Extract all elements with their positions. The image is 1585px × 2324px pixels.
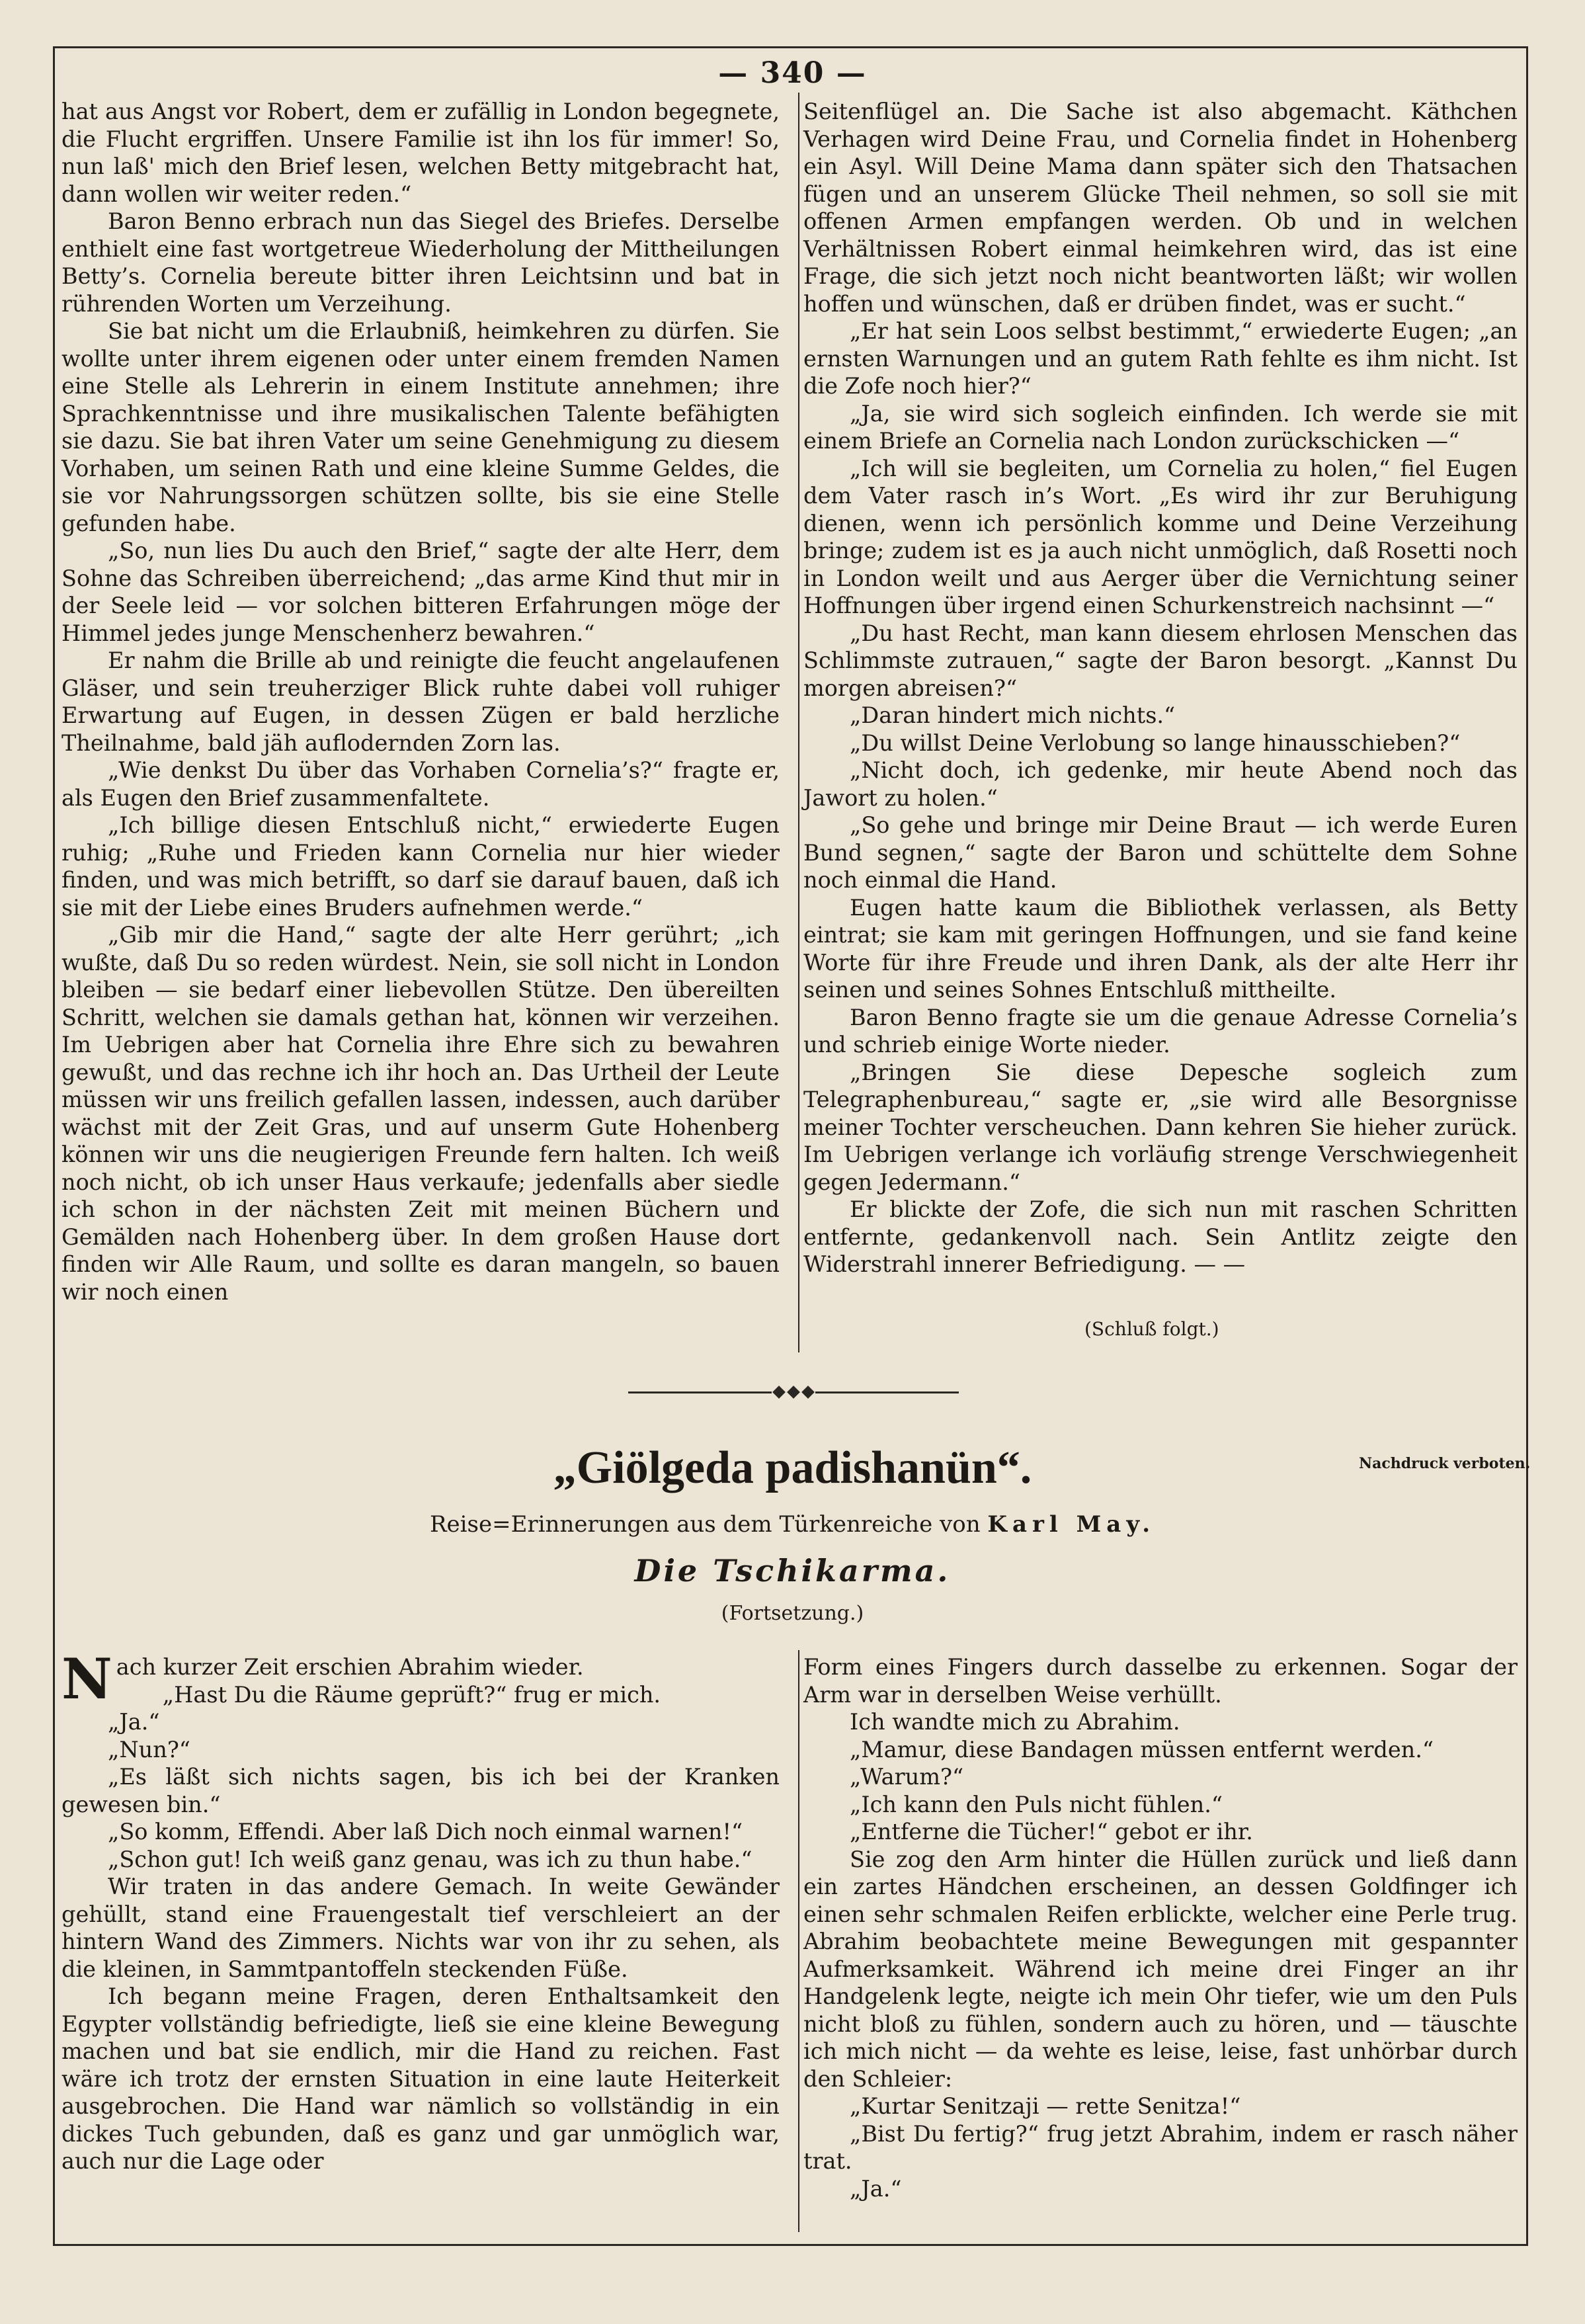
subtitle-text: Reise=Erinnerungen aus dem Türkenreiche von bbox=[429, 1511, 981, 1538]
paragraph: „Warum?“ bbox=[850, 1764, 964, 1790]
upper-column-rule bbox=[798, 93, 799, 1352]
paragraph: „Mamur, diese Bandagen müssen entfernt werden.“ bbox=[850, 1736, 1434, 1763]
paragraph: „Kurtar Senitzaji — rette Senitza!“ bbox=[850, 2093, 1241, 2119]
paragraph: „Daran hindert mich nichts.“ bbox=[850, 702, 1176, 728]
paragraph: „Nun?“ bbox=[108, 1736, 190, 1763]
section-divider bbox=[628, 1379, 959, 1405]
paragraph: Sie zog den Arm hinter die Hüllen zurück und ließ dann ein zartes Händchen erscheinen, an dessen Goldfinger ich einen sehr schmalen Reifen erblickte, welcher eine Perle trug. Abrahim beobachtete meine Bewegungen mit gespannter Aufmerksamkeit. Während ich meine drei Finger an ihr Handgelenk legte, neigte ich mein Ohr tiefer, wie um den Puls nicht bloß zu fühlen, sondern auch zu hören, und — täuschte ich mich nicht — da wehte es leise, leise, fast unhörbar durch den Schleier: bbox=[803, 1846, 1518, 2092]
paragraph: „Entferne die Tücher!“ gebot er ihr. bbox=[850, 1819, 1253, 1845]
paragraph: „Ich will sie begleiten, um Cornelia zu holen,“ fiel Eugen dem Vater rasch in’s Wort. „Es wird ihr zur Beruhigung dienen, wenn ich persönlich komme und Deine Verzeihung bringe; zudem ist es ja auch nicht unmöglich, daß Rosetti noch in London weilt und aus Aerger über die Vernichtung seiner Hoffnungen über irgend einen Schurkenstreich nachsinnt —“ bbox=[803, 455, 1518, 618]
story-title: „Giölgeda padishanün“. bbox=[553, 1442, 1032, 1493]
paragraph: „So komm, Effendi. Aber laß Dich noch einmal warnen!“ bbox=[108, 1819, 743, 1845]
paragraph: „Bringen Sie diese Depesche sogleich zum Telegraphenbureau,“ sagte er, „sie wird alle Besorgnisse meiner Tochter verscheuchen. Dann kehren Sie hieher zurück. Im Uebrigen verlange ich vorläufig strenge Verschwiegenheit gegen Jedermann.“ bbox=[803, 1059, 1518, 1195]
paragraph: „Ja, sie wird sich sogleich einfinden. Ich werde sie mit einem Briefe an Cornelia nach London zurückschicken —“ bbox=[803, 400, 1518, 454]
continuation-label: (Fortsetzung.) bbox=[721, 1602, 864, 1625]
chapter-title: Die Tschikarma. bbox=[634, 1553, 951, 1589]
paragraph: „Ich billige diesen Entschluß nicht,“ erwiederte Eugen ruhig; „Ruhe und Frieden kann Cornelia nur hier wieder finden, und was mich betrifft, so darf sie darauf bauen, daß ich sie mit der Liebe eines Bruders aufnehmen werde.“ bbox=[61, 812, 780, 921]
paragraph: „Ja.“ bbox=[108, 1709, 160, 1735]
continuation-note: (Schluß folgt.) bbox=[1084, 1318, 1219, 1340]
paragraph: „Hast Du die Räume geprüft?“ frug er mich. bbox=[162, 1681, 661, 1708]
paragraph: „Ich kann den Puls nicht fühlen.“ bbox=[850, 1791, 1223, 1817]
paragraph: Er nahm die Brille ab und reinigte die feucht angelaufenen Gläser, und sein treuherziger Blick ruhte dabei voll ruhiger Erwartung auf Eugen, in dessen Zügen er bald herzliche Theilnahme, bald jäh auflodernden Zorn las. bbox=[61, 647, 780, 756]
lower-right-column bbox=[803, 1653, 1518, 2202]
paragraph: Wir traten in das andere Gemach. In weite Gewänder gehüllt, stand eine Frauengestalt tief verschleiert an der hintern Wand des Zimmers. Nichts war von ihr zu sehen, als die kleinen, in Sammtpantoffeln steckenden Füße. bbox=[61, 1874, 780, 1982]
upper-left-column bbox=[61, 98, 780, 1306]
paragraph: hat aus Angst vor Robert, dem er zufällig in London begegnete, die Flucht ergriffen. Unsere Familie ist ihn los für immer! So, nun laß' mich den Brief lesen, welchen Betty mitgebracht hat, dann wollen wir weiter reden.“ bbox=[61, 99, 780, 207]
paragraph: Seitenflügel an. Die Sache ist also abgemacht. Käthchen Verhagen wird Deine Frau, und Cornelia findet in Hohenberg ein Asyl. Will Deine Mama dann später sich den Thatsachen fügen und an unserem Glücke Theil nehmen, so soll sie mit offenen Armen empfangen werden. Ob und in welchen Verhältnissen Robert einmal heimkehren wird, das ist eine Frage, die sich jetzt noch nicht beantworten läßt; wir wollen hoffen und wünschen, daß er drüben findet, was er sucht.“ bbox=[803, 99, 1518, 317]
paragraph: Er blickte der Zofe, die sich nun mit raschen Schritten entfernte, gedankenvoll nach. Sein Antlitz zeigte den Widerstrahl innerer Befriedigung. — — bbox=[803, 1196, 1518, 1277]
paragraph: „Gib mir die Hand,“ sagte der alte Herr gerührt; „ich wußte, daß Du so reden würdest. Nein, sie soll nicht in London bleiben — sie bedarf einer liebevollen Stütze. Den übereilten Schritt, welchen sie damals gethan hat, können wir verzeihen. Im Uebrigen aber hat Cornelia ihre Ehre sich zu bewahren gewußt, und das rechne ich ihr hoch an. Das Urtheil der Leute müssen wir uns freilich gefallen lassen, indessen, auch darüber wächst mit der Zeit Gras, und auf unserm Gute Hohenberg können wir uns die neugierigen Freunde fern halten. Ich weiß noch nicht, ob ich unser Haus verkaufe; jedenfalls aber siedle ich schon in der nächsten Zeit mit meinen Büchern und Gemälden nach Hohenberg über. In dem großen Hause dort finden wir Alle Raum, und sollte es daran mangeln, so bauen wir noch einen bbox=[61, 922, 780, 1305]
paragraph: „Er hat sein Loos selbst bestimmt,“ erwiederte Eugen; „an ernsten Warnungen und an gutem Rath fehlte es ihm nicht. Ist die Zofe noch hier?“ bbox=[803, 318, 1518, 399]
paragraph: Baron Benno erbrach nun das Siegel des Briefes. Derselbe enthielt eine fast wortgetreue Wiederholung der Mittheilungen Betty’s. Cornelia bereute bitter ihren Leichtsinn und bat in rührenden Worten um Verzeihung. bbox=[61, 208, 780, 317]
paragraph: Eugen hatte kaum die Bibliothek verlassen, als Betty eintrat; sie kam mit geringen Hoffnungen, und sie fand keine Worte für ihre Freude und ihren Dank, als der alte Herr ihr seinen und seines Sohnes Entschluß mittheilte. bbox=[803, 894, 1518, 1003]
opening-text: ach kurzer Zeit erschien Abrahim wieder. bbox=[116, 1654, 584, 1680]
lower-column-rule bbox=[798, 1650, 799, 2232]
drop-cap: N bbox=[61, 1646, 112, 1712]
paragraph: Sie bat nicht um die Erlaubniß, heimkehren zu dürfen. Sie wollte unter ihrem eigenen oder unter einem fremden Namen eine Stelle als Lehrerin in einem Institute annehmen; ihre Sprachkenntnisse und ihre musikalischen Talente befähigten sie dazu. Sie bat ihren Vater um seine Genehmigung zu diesem Vorhaben, um seinen Rath und eine kleine Summe Geldes, die sie vor Nahrungssorgen schützen sollte, bis sie eine Stelle gefunden habe. bbox=[61, 318, 780, 536]
reprint-notice: Nachdruck verboten. bbox=[1359, 1455, 1531, 1472]
paragraph: „So, nun lies Du auch den Brief,“ sagte der alte Herr, dem Sohne das Schreiben überreichend; „das arme Kind thut mir in der Seele leid — vor solchen bitteren Erfahrungen möge der Himmel jedes junge Menschenherz bewahren.“ bbox=[61, 538, 780, 646]
paragraph: „So gehe und bringe mir Deine Braut — ich werde Euren Bund segnen,“ sagte der Baron und schüttelte dem Sohne noch einmal die Hand. bbox=[803, 812, 1518, 893]
lower-left-column bbox=[61, 1646, 780, 2175]
paragraph: „Wie denkst Du über das Vorhaben Cornelia’s?“ fragte er, als Eugen den Brief zusammenfaltete. bbox=[61, 757, 780, 811]
paragraph: „Ja.“ bbox=[850, 2175, 902, 2202]
author-name: Karl May. bbox=[987, 1511, 1156, 1538]
paragraph: „Schon gut! Ich weiß ganz genau, was ich zu thun habe.“ bbox=[108, 1846, 752, 1872]
story-subtitle bbox=[0, 1511, 1585, 1538]
paragraph: „Es läßt sich nichts sagen, bis ich bei der Kranken gewesen bin.“ bbox=[61, 1764, 780, 1817]
paragraph: „Nicht doch, ich gedenke, mir heute Abend noch das Jawort zu holen.“ bbox=[803, 757, 1518, 811]
paragraph: „Du hast Recht, man kann diesem ehrlosen Menschen das Schlimmste zutrauen,“ sagte der Baron besorgt. „Kannst Du morgen abreisen?“ bbox=[803, 620, 1518, 701]
paragraph: „Bist Du fertig?“ frug jetzt Abrahim, indem er rasch näher trat. bbox=[803, 2120, 1518, 2174]
paragraph: Ich begann meine Fragen, deren Enthaltsamkeit den Egypter vollständig befriedigte, ließ sie eine kleine Bewegung machen und bat sie endlich, mir die Hand zu reichen. Fast wäre ich trotz der ernsten Situation in eine laute Heiterkeit ausgebrochen. Die Hand war nämlich so vollständig in ein dickes Tuch gebunden, daß es ganz und gar unmöglich war, auch nur die Lage oder bbox=[61, 1983, 780, 2174]
upper-right-column bbox=[803, 98, 1518, 1278]
paragraph: „Du willst Deine Verlobung so lange hinausschieben?“ bbox=[850, 729, 1461, 756]
paragraph: Ich wandte mich zu Abrahim. bbox=[850, 1709, 1180, 1735]
page-number: — 340 — bbox=[718, 56, 867, 90]
paragraph: Form eines Fingers durch dasselbe zu erkennen. Sogar der Arm war in derselben Weise verhüllt. bbox=[803, 1654, 1518, 1708]
paragraph: Baron Benno fragte sie um die genaue Adresse Cornelia’s und schrieb einige Worte nieder. bbox=[803, 1004, 1518, 1058]
